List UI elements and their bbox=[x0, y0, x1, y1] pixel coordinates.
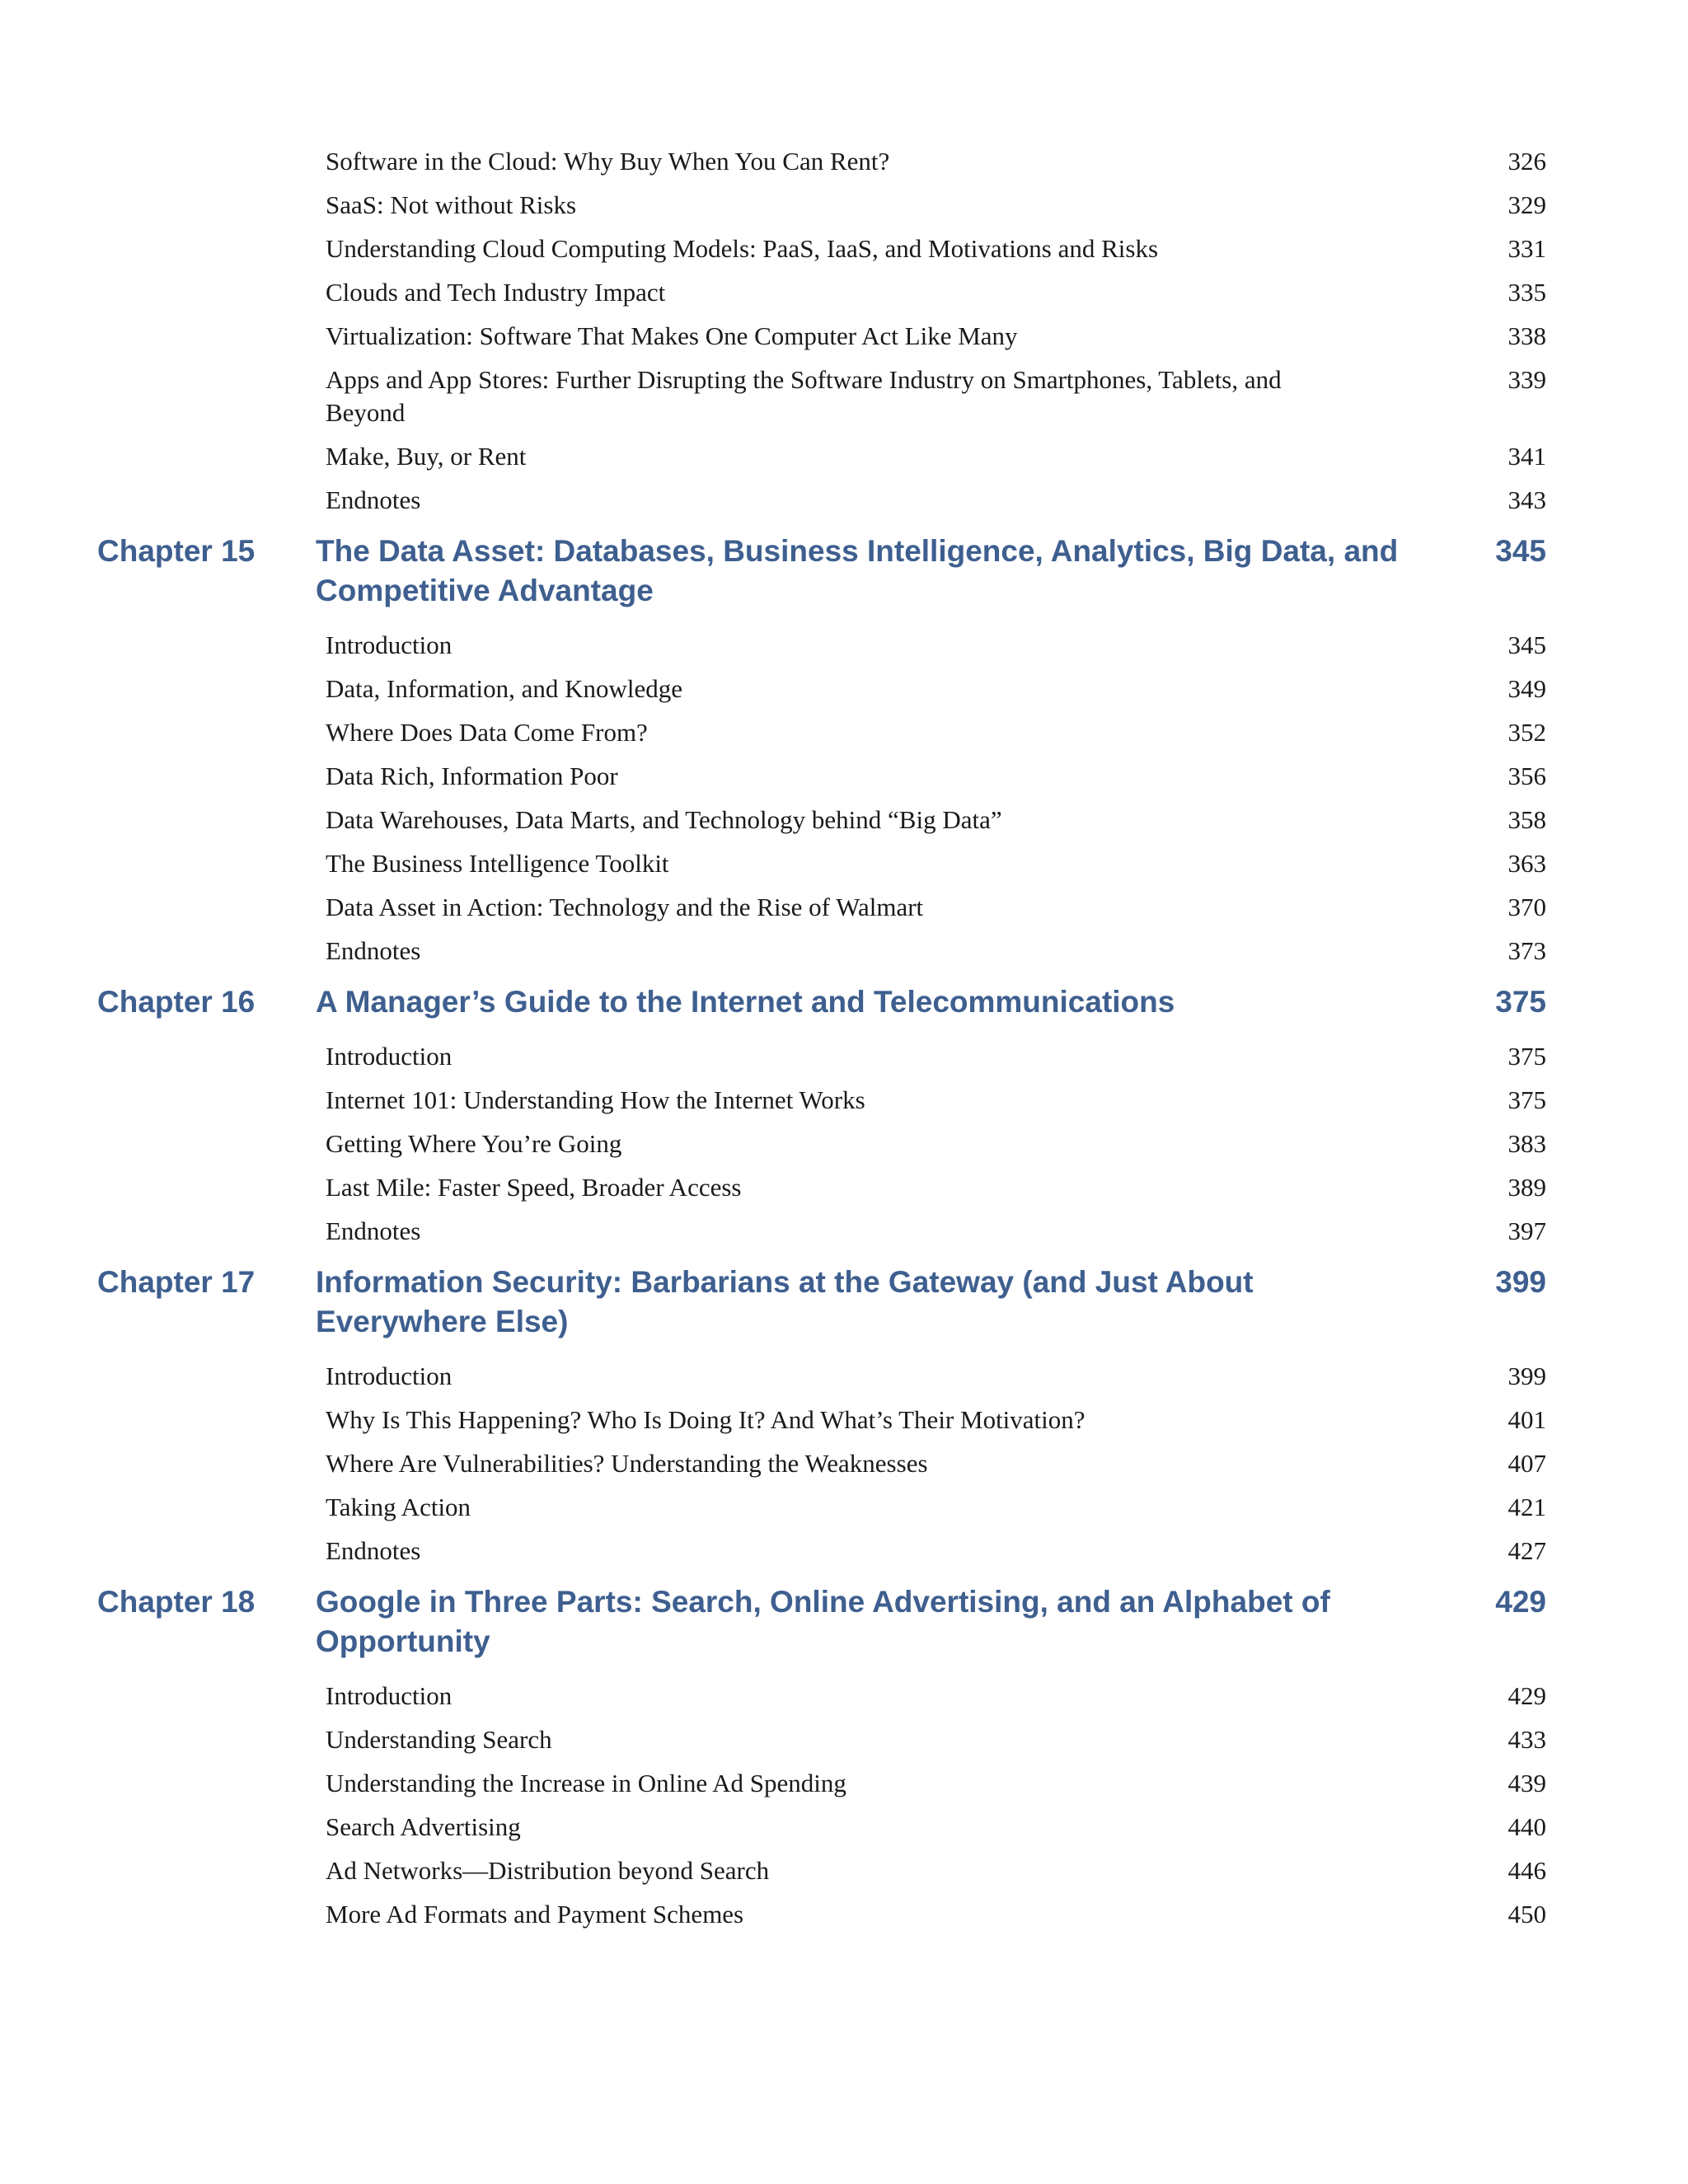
chapter-heading[interactable] bbox=[97, 532, 1546, 611]
chapter-heading[interactable] bbox=[97, 1582, 1546, 1661]
toc-entry[interactable] bbox=[97, 1854, 1546, 1887]
entry-title: Where Are Vulnerabilities? Understanding the Weaknesses bbox=[326, 1449, 928, 1478]
chapter-title: A Manager’s Guide to the Internet and Telecommunications bbox=[316, 985, 1175, 1019]
entry-title: Search Advertising bbox=[326, 1812, 521, 1841]
chapter-title: Google in Three Parts: Search, Online Advertising, and an Alphabet of Opportunity bbox=[316, 1585, 1330, 1658]
table-of-contents bbox=[97, 145, 1546, 1942]
toc-entry[interactable] bbox=[97, 891, 1546, 924]
toc-entry[interactable] bbox=[97, 276, 1546, 309]
entry-title: Introduction bbox=[326, 1042, 452, 1071]
entry-page-number: 370 bbox=[1507, 893, 1546, 921]
entry-page-number: 335 bbox=[1507, 278, 1546, 307]
entry-title: Clouds and Tech Industry Impact bbox=[326, 278, 666, 307]
chapter-label: Chapter 15 bbox=[97, 534, 256, 568]
entry-title: The Business Intelligence Toolkit bbox=[326, 849, 669, 878]
entry-page-number: 397 bbox=[1507, 1216, 1546, 1245]
entry-title: Endnotes bbox=[326, 936, 421, 965]
entry-page-number: 345 bbox=[1507, 630, 1546, 659]
entry-page-number: 343 bbox=[1507, 485, 1546, 514]
entry-page-number: 375 bbox=[1507, 1042, 1546, 1071]
chapter-title: The Data Asset: Databases, Business Intelligence, Analytics, Big Data, and Competitive Advantage bbox=[316, 534, 1399, 607]
toc-entry[interactable] bbox=[97, 440, 1546, 473]
toc-entry[interactable] bbox=[97, 1360, 1546, 1393]
entry-title: Data Warehouses, Data Marts, and Technology behind “Big Data” bbox=[326, 805, 1002, 834]
toc-entry[interactable] bbox=[97, 484, 1546, 517]
toc-entry[interactable] bbox=[97, 1811, 1546, 1844]
entry-title: Where Does Data Come From? bbox=[326, 718, 648, 747]
toc-entry[interactable] bbox=[97, 1404, 1546, 1436]
entry-page-number: 427 bbox=[1507, 1536, 1546, 1565]
toc-entry[interactable] bbox=[97, 1535, 1546, 1568]
entry-title: More Ad Formats and Payment Schemes bbox=[326, 1900, 744, 1929]
entry-page-number: 339 bbox=[1507, 365, 1546, 394]
entry-page-number: 389 bbox=[1507, 1173, 1546, 1202]
entry-page-number: 383 bbox=[1507, 1129, 1546, 1158]
chapter-page-number: 345 bbox=[1495, 534, 1546, 568]
toc-entry[interactable] bbox=[97, 1215, 1546, 1248]
chapter-page-number: 375 bbox=[1495, 985, 1546, 1019]
chapter-heading[interactable] bbox=[97, 982, 1546, 1022]
toc-entry[interactable] bbox=[97, 629, 1546, 662]
entry-title: Make, Buy, or Rent bbox=[326, 442, 527, 471]
entry-title: Apps and App Stores: Further Disrupting the Software Industry on Smartphones, Tablets, and Beyond bbox=[326, 365, 1282, 427]
toc-entry[interactable] bbox=[97, 1084, 1546, 1117]
entry-title: Understanding Search bbox=[326, 1725, 552, 1754]
entry-page-number: 399 bbox=[1507, 1361, 1546, 1390]
entry-title: Taking Action bbox=[326, 1493, 471, 1521]
toc-entry[interactable] bbox=[97, 673, 1546, 705]
toc-entry[interactable] bbox=[97, 1491, 1546, 1524]
entry-page-number: 429 bbox=[1507, 1681, 1546, 1710]
toc-entry[interactable] bbox=[97, 760, 1546, 793]
toc-entry[interactable] bbox=[97, 847, 1546, 880]
entry-title: Introduction bbox=[326, 630, 452, 659]
toc-entry[interactable] bbox=[97, 1723, 1546, 1756]
entry-title: Why Is This Happening? Who Is Doing It? And What’s Their Motivation? bbox=[326, 1405, 1085, 1434]
entry-page-number: 349 bbox=[1507, 674, 1546, 703]
entry-title: Data Asset in Action: Technology and the Rise of Walmart bbox=[326, 893, 924, 921]
toc-entry[interactable] bbox=[97, 1040, 1546, 1073]
entry-title: Last Mile: Faster Speed, Broader Access bbox=[326, 1173, 742, 1202]
entry-page-number: 440 bbox=[1507, 1812, 1546, 1841]
entry-title: Ad Networks—Distribution beyond Search bbox=[326, 1856, 770, 1885]
entry-page-number: 375 bbox=[1507, 1085, 1546, 1114]
entry-title: SaaS: Not without Risks bbox=[326, 190, 577, 219]
entry-title: Introduction bbox=[326, 1681, 452, 1710]
entry-title: Endnotes bbox=[326, 1216, 421, 1245]
entry-title: Software in the Cloud: Why Buy When You Can Rent? bbox=[326, 147, 890, 176]
chapter-page-number: 429 bbox=[1495, 1585, 1546, 1619]
entry-title: Data, Information, and Knowledge bbox=[326, 674, 683, 703]
chapter-page-number: 399 bbox=[1495, 1265, 1546, 1299]
toc-entry[interactable] bbox=[97, 1767, 1546, 1800]
entry-page-number: 326 bbox=[1507, 147, 1546, 176]
entry-page-number: 338 bbox=[1507, 321, 1546, 350]
toc-entry[interactable] bbox=[97, 1127, 1546, 1160]
entry-title: Endnotes bbox=[326, 1536, 421, 1565]
toc-entry[interactable] bbox=[97, 716, 1546, 749]
entry-page-number: 401 bbox=[1507, 1405, 1546, 1434]
entry-title: Data Rich, Information Poor bbox=[326, 762, 618, 790]
toc-entry[interactable] bbox=[97, 1680, 1546, 1713]
chapter-heading[interactable] bbox=[97, 1263, 1546, 1342]
toc-entry[interactable] bbox=[97, 1171, 1546, 1204]
entry-title: Endnotes bbox=[326, 485, 421, 514]
entry-title: Virtualization: Software That Makes One Computer Act Like Many bbox=[326, 321, 1018, 350]
toc-entry[interactable] bbox=[97, 804, 1546, 837]
entry-title: Getting Where You’re Going bbox=[326, 1129, 622, 1158]
entry-page-number: 446 bbox=[1507, 1856, 1546, 1885]
entry-page-number: 331 bbox=[1507, 234, 1546, 263]
chapter-label: Chapter 17 bbox=[97, 1265, 256, 1299]
toc-entry[interactable] bbox=[97, 232, 1546, 265]
chapter-label: Chapter 16 bbox=[97, 985, 256, 1019]
entry-title: Understanding Cloud Computing Models: PaaS, IaaS, and Motivations and Risks bbox=[326, 234, 1159, 263]
entry-page-number: 356 bbox=[1507, 762, 1546, 790]
entry-title: Introduction bbox=[326, 1361, 452, 1390]
entry-page-number: 421 bbox=[1507, 1493, 1546, 1521]
entry-page-number: 439 bbox=[1507, 1769, 1546, 1797]
toc-entry[interactable] bbox=[97, 363, 1546, 429]
toc-entry[interactable] bbox=[97, 145, 1546, 178]
entry-title: Understanding the Increase in Online Ad Spending bbox=[326, 1769, 846, 1797]
entry-page-number: 358 bbox=[1507, 805, 1546, 834]
entry-page-number: 450 bbox=[1507, 1900, 1546, 1929]
entry-page-number: 433 bbox=[1507, 1725, 1546, 1754]
entry-page-number: 407 bbox=[1507, 1449, 1546, 1478]
entry-page-number: 341 bbox=[1507, 442, 1546, 471]
toc-entry[interactable] bbox=[97, 189, 1546, 222]
toc-entry[interactable] bbox=[97, 320, 1546, 353]
toc-entry[interactable] bbox=[97, 935, 1546, 968]
toc-entry[interactable] bbox=[97, 1898, 1546, 1931]
entry-page-number: 373 bbox=[1507, 936, 1546, 965]
entry-page-number: 363 bbox=[1507, 849, 1546, 878]
chapter-title: Information Security: Barbarians at the Gateway (and Just About Everywhere Else) bbox=[316, 1265, 1254, 1338]
toc-entry[interactable] bbox=[97, 1447, 1546, 1480]
entry-page-number: 352 bbox=[1507, 718, 1546, 747]
entry-page-number: 329 bbox=[1507, 190, 1546, 219]
entry-title: Internet 101: Understanding How the Internet Works bbox=[326, 1085, 865, 1114]
chapter-label: Chapter 18 bbox=[97, 1585, 256, 1619]
